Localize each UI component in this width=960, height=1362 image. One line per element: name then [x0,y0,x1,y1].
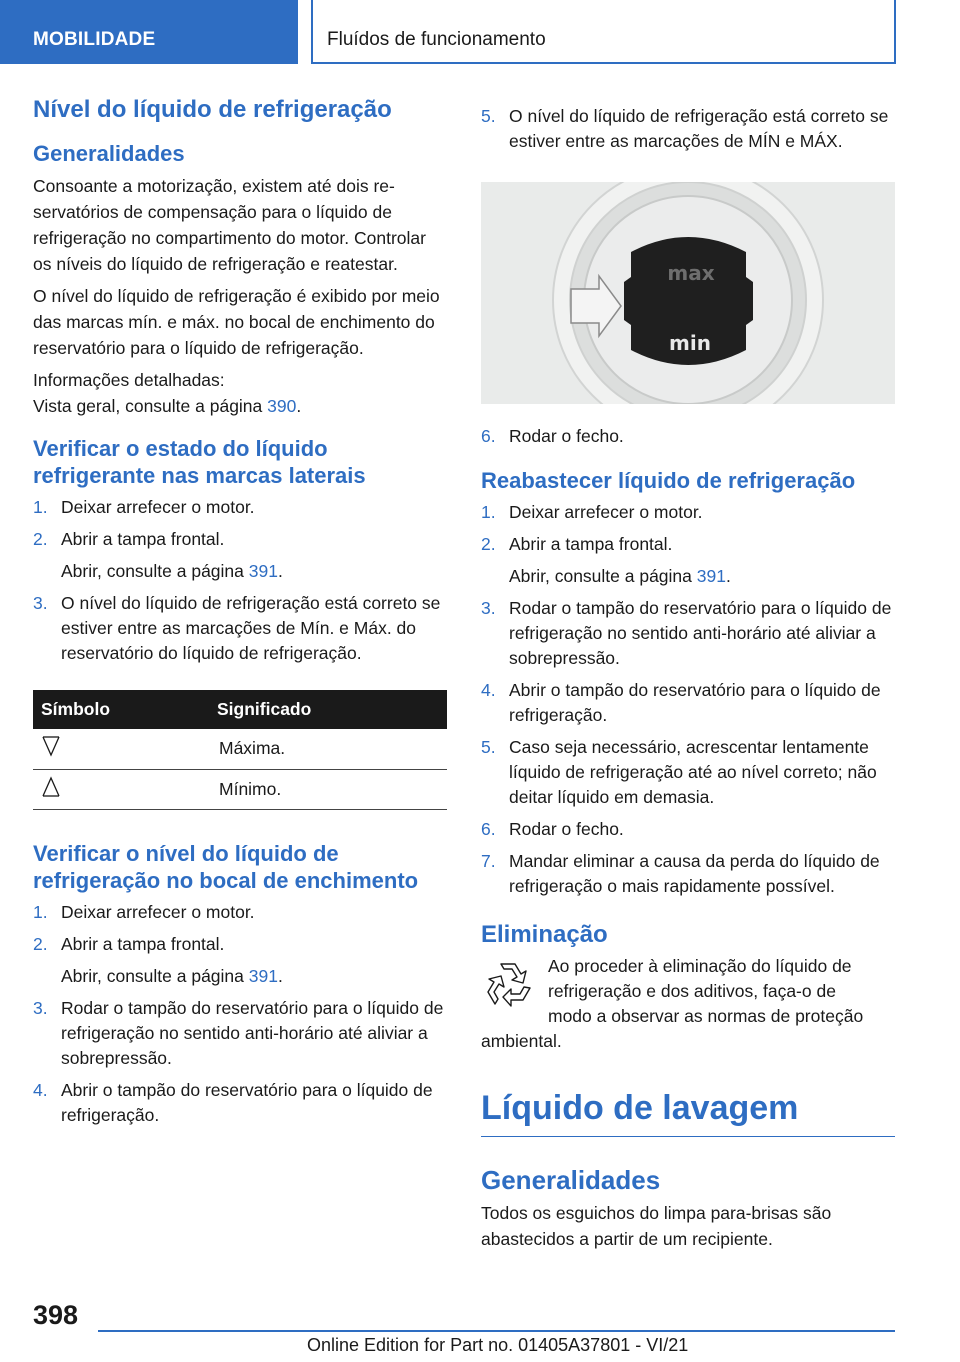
list-item [481,500,895,525]
step-number: 2. [481,534,496,554]
general-paragraph-1: Consoante a motorização, existem até dois reservatórios de compensação para o líquido de refrigeração no compartimento do motor. Controlar os níveis do líquido de refrigeração e reatestar. [33,176,426,274]
symbol-cell [33,729,211,769]
refill-heading: Reabastecer líquido de refrigeração [481,468,856,493]
list-item [481,532,895,589]
step-number: 7. [481,851,496,871]
step-text: Abrir a tampa frontal. [61,933,225,954]
disposal-note [481,954,895,1054]
step-number: 3. [33,593,48,613]
step-text: Rodar o tampão do reservatório para o líquido de refrigeração no sentido anti-horário até aliviar a sobrepressão. [61,997,444,1068]
step-number: 6. [481,819,496,839]
disposal-text-1: Ao proceder à eliminação do líquido de [548,956,852,976]
list-item [481,424,895,449]
details-reference [33,393,447,419]
table-row [33,729,447,769]
step-extra-end: . [277,561,283,581]
step-text: Caso seja necessário, acrescentar lentamente líquido de refrigeração até ao nível correto; não deitar líquido em demasia. [509,737,877,807]
disposal-text-2: refrigeração e dos aditivos, faça-o de [548,981,836,1001]
step-text: Abrir o tampão do reservatório para o líquido de refrigeração. [509,680,881,725]
step-extra-text: Abrir, consulte a página [61,561,249,581]
min-marker-icon [41,776,61,798]
page-number: 398 [33,1300,79,1330]
check-filler-steps [33,900,447,1128]
footer-divider [98,1330,895,1332]
step-text: O nível do líquido de refrigeração está correto se estiver entre as marcações de Mín. e Máx. do reservatório do líquido de refrigeração. [61,593,441,663]
symbol-table [33,690,447,810]
filler-neck-drawing [481,182,895,404]
step-number: 1. [33,901,48,922]
section-label: Fluídos de funcionamento [327,29,546,50]
step-extra-end: . [725,566,731,586]
page-link-391[interactable]: 391 [248,561,278,581]
list-item [33,900,447,925]
column-header-meaning: Significado [211,690,447,729]
step-text: Abrir a tampa frontal. [61,529,225,549]
max-label: max [667,261,715,285]
list-item [33,996,447,1071]
list-item [481,596,895,671]
step-text: Rodar o fecho. [509,426,624,446]
meaning-cell: Máxima. [211,729,447,769]
max-marker-icon [41,735,61,757]
list-item [33,932,447,989]
step-text: Abrir a tampa frontal. [509,534,673,554]
step-number: 2. [33,933,48,954]
step-text: Deixar arrefecer o motor. [61,901,255,922]
washer-general-heading: Generalidades [481,1165,661,1195]
general-paragraph-2: O nível do líquido de refrigeração é exibido por meio das marcas mín. e máx. no bocal de enchimento do reservatório para o líquido de refrigeração. [33,286,440,358]
step-number: 4. [33,1079,48,1100]
details-label: Informações detalhadas: [33,370,225,390]
recycle-icon [481,958,535,1012]
step-extra [509,564,895,589]
general-heading: Generalidades [33,141,185,166]
disposal-heading: Eliminação [481,921,608,948]
disposal-text-4: ambiental. [481,1031,562,1051]
step-extra [61,964,447,989]
check-lateral-heading: Verificar o estado do líquido refrigerante nas marcas laterais [33,436,366,488]
meaning-cell: Mínimo. [211,769,447,809]
step-number: 6. [481,426,496,446]
page-link-390[interactable]: 390 [267,396,297,416]
list-item [481,849,895,899]
page-link-391[interactable]: 391 [696,566,726,586]
section-tab [311,0,896,64]
column-header-symbol: Símbolo [33,690,211,729]
step-text: Mandar eliminar a causa da perda do líquido de refrigeração o mais rapidamente possível. [509,851,880,896]
step-number: 1. [481,502,496,522]
edition-text: Online Edition for Part no. 01405A37801 - VI/21 [307,1335,689,1355]
list-item [33,527,447,584]
symbol-cell [33,769,211,809]
table-row [33,769,447,809]
step-text: Rodar o tampão do reservatório para o líquido de refrigeração no sentido anti-horário até aliviar a sobrepressão. [509,598,892,668]
check-filler-heading: Verificar o nível do líquido de refrigeração no bocal de enchimento [33,840,419,893]
step-text: Deixar arrefecer o motor. [509,502,703,522]
chapter-title: Líquido de lavagem [481,1088,895,1137]
list-item [481,104,895,154]
list-item [481,678,895,728]
left-column [33,96,447,1135]
check-lateral-steps [33,495,447,666]
min-label: min [669,331,711,355]
chapter-label: MOBILIDADE [33,29,156,50]
details-text: Vista geral, consulte a página [33,396,268,416]
coolant-filler-illustration [481,182,895,404]
step-number: 3. [481,598,496,618]
step-extra-end: . [277,965,283,986]
section-title: Nível do líquido de refrigeração [33,96,392,123]
step-number: 4. [481,680,496,700]
step-number: 1. [33,497,48,517]
step-text: O nível do líquido de refrigeração está correto se estiver entre as marcações de MÍN e MÁX. [509,106,889,151]
step-extra-text: Abrir, consulte a página [61,965,249,986]
step-number: 2. [33,529,48,549]
chapter-tab [0,0,298,64]
refill-steps [481,500,895,899]
step-text: Abrir o tampão do reservatório para o líquido de refrigeração. [61,1079,433,1125]
step-text: Rodar o fecho. [509,819,624,839]
table-header-row [33,690,447,729]
step-number: 3. [33,997,48,1018]
list-item [481,817,895,842]
washer-text: Todos os esguichos do limpa para-brisas são abastecidos a partir de um recipiente. [481,1203,832,1249]
list-item [33,495,447,520]
step-extra-text: Abrir, consulte a página [509,566,697,586]
right-column [481,104,895,1258]
page-link-391[interactable]: 391 [248,965,278,986]
step-extra [61,559,447,584]
list-item [33,591,447,666]
step-number: 5. [481,737,496,757]
details-end: . [296,396,302,416]
list-item [33,1078,447,1128]
disposal-text-3: modo a observar as normas de proteção [548,1006,864,1026]
continued-steps-2 [481,424,895,449]
list-item [481,735,895,810]
continued-steps [481,104,895,154]
step-number: 5. [481,106,496,126]
step-text: Deixar arrefecer o motor. [61,497,255,517]
